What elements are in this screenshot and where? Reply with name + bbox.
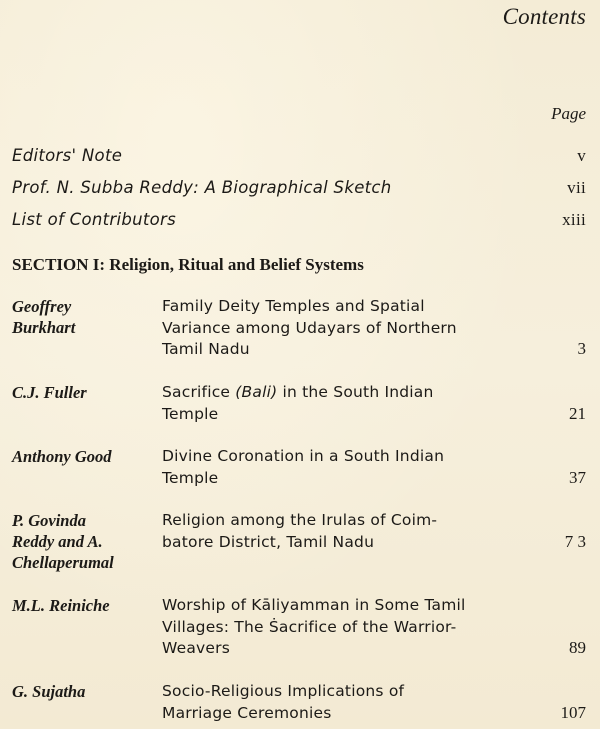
title-line: batore District, Tamil Nadu — [162, 532, 375, 551]
author-line: Burkhart — [12, 318, 76, 337]
title-line: Religion among the Irulas of Coim- — [162, 511, 438, 529]
title-line: Family Deity Temples and Spatial — [162, 297, 425, 315]
front-item-title: List of Contributors — [12, 210, 177, 229]
entry-title — [162, 510, 542, 553]
front-item-page: v — [577, 146, 586, 165]
contents-heading: Contents — [502, 4, 586, 29]
entry-author — [12, 382, 157, 403]
title-line — [162, 382, 542, 404]
author-line: M.L. Reiniche — [12, 596, 110, 615]
entry-author — [12, 296, 157, 338]
title-line: Socio-Religious Implications of — [162, 682, 405, 700]
author-line: Reddy and A. — [12, 532, 103, 551]
entry-page: 89 — [569, 638, 586, 657]
author-line: C.J. Fuller — [12, 383, 87, 402]
title-text: Sacrifice — [162, 383, 236, 401]
entry-title — [162, 595, 542, 660]
entry-author — [12, 510, 157, 573]
entry-title — [162, 382, 542, 425]
author-line: Chellaperumal — [12, 553, 114, 572]
title-line: Tamil Nadu — [162, 340, 250, 358]
front-item-title: Editors' Note — [12, 146, 123, 165]
front-item-title: Prof. N. Subba Reddy: A Biographical Sketch — [12, 178, 392, 197]
contents-entry — [12, 595, 586, 661]
entry-page: 7 3 — [564, 532, 586, 551]
contents-entry — [12, 296, 586, 362]
title-line: Worship of Kāliyamman in Some Tamil — [162, 596, 466, 614]
author-line: Geoffrey — [12, 297, 72, 316]
entry-title — [162, 446, 542, 489]
entry-author — [12, 681, 157, 702]
contents-entry — [12, 446, 586, 490]
entry-page: 107 — [560, 703, 586, 722]
title-text: in the South Indian — [277, 383, 434, 401]
title-line: Temple — [162, 404, 219, 423]
front-item-biographical-sketch — [12, 178, 586, 202]
entry-author — [12, 595, 157, 616]
front-item-list-of-contributors — [12, 210, 586, 234]
entry-page: 21 — [569, 404, 586, 423]
contents-entry — [12, 382, 586, 426]
contents-entry — [12, 510, 586, 576]
title-line: Marriage Ceremonies — [162, 703, 332, 722]
front-item-page: xiii — [562, 210, 586, 229]
entry-title — [162, 296, 542, 361]
front-item-editors-note — [12, 146, 586, 170]
section-heading: SECTION I: Religion, Ritual and Belief Systems — [12, 255, 364, 274]
author-line: P. Govinda — [12, 511, 86, 530]
author-line: G. Sujatha — [12, 682, 86, 701]
front-item-page: vii — [567, 178, 586, 197]
entry-title — [162, 681, 542, 724]
entry-author — [12, 446, 157, 467]
page-column-label: Page — [551, 104, 586, 123]
title-line: Divine Coronation in a South Indian — [162, 447, 445, 465]
title-line: Variance among Udayars of Northern — [162, 318, 457, 337]
title-line: Villages: The Ṡacrifice of the Warrior- — [162, 617, 457, 636]
title-line: Temple — [162, 468, 219, 487]
title-italic-text: (Bali) — [235, 383, 278, 401]
entry-page: 3 — [577, 339, 586, 358]
entry-page: 37 — [569, 468, 586, 487]
title-line: Weavers — [162, 639, 231, 657]
author-line: Anthony Good — [12, 447, 112, 466]
contents-entry — [12, 681, 586, 725]
